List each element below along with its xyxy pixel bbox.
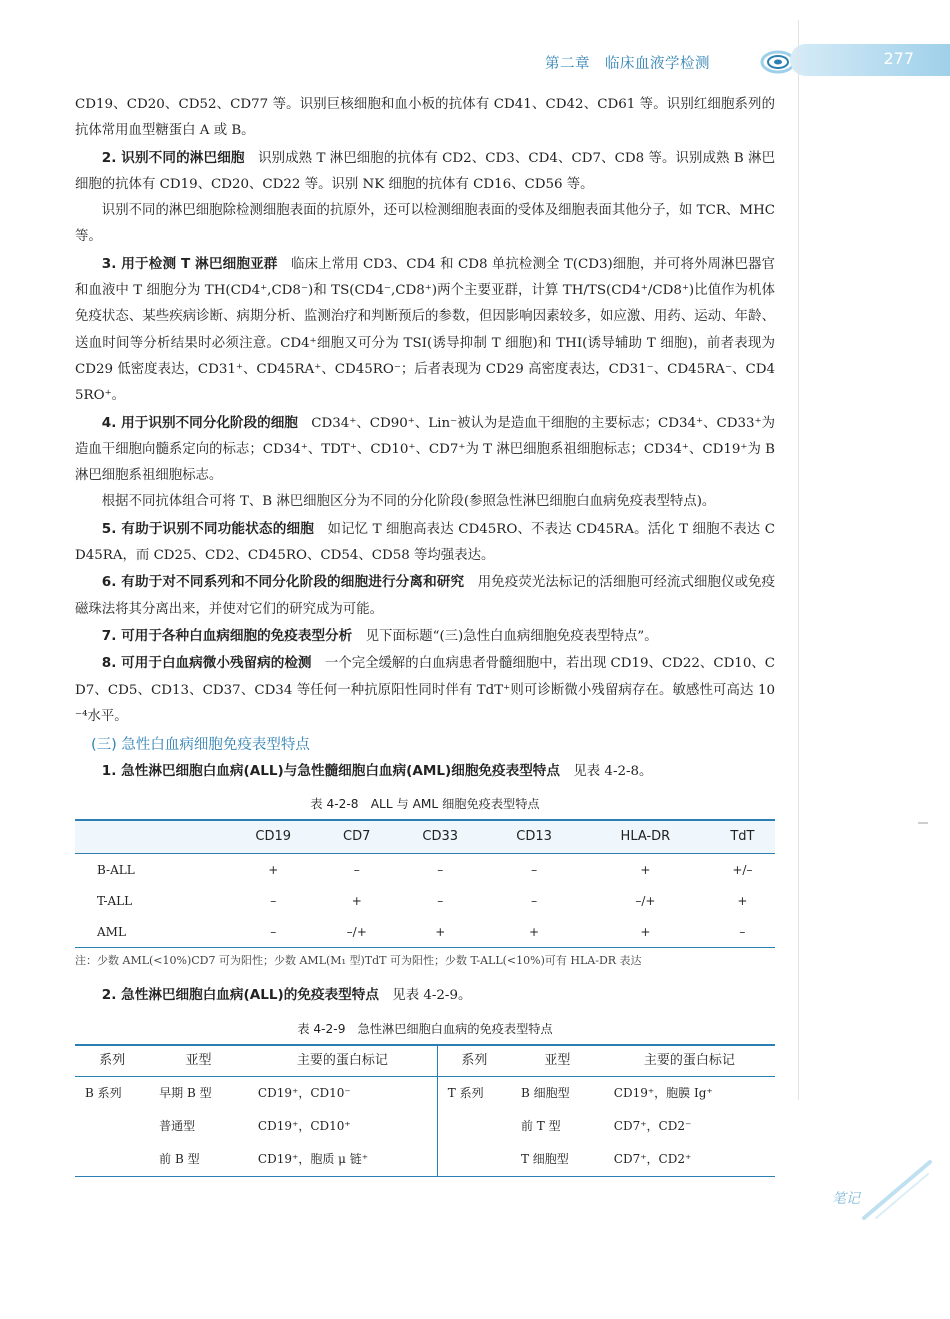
- table-cell: [75, 1143, 149, 1177]
- table-cell: –: [531, 862, 538, 877]
- table-header-cell: 主要的蛋白标记: [604, 1045, 775, 1077]
- pen-stroke-icon: [862, 1160, 932, 1220]
- page-number-tab: [790, 44, 950, 76]
- table-header-cell: 亚型: [511, 1045, 604, 1077]
- table-cell: CD19⁺，胞质 μ 链⁺: [248, 1143, 437, 1177]
- row-label: T-ALL: [97, 893, 133, 908]
- paragraph-t-subsets: 3. 用于检测 T 淋巴细胞亚群 临床上常用 CD3、CD4 和 CD8 单抗检测全 T(CD3)细胞，并可将外周淋巴器官和血液中 T 细胞分为 TH(CD4⁺,CD8⁻)和 TS(CD4⁻,CD8⁺)两个主要亚群，计算 TH/TS(CD4⁺/CD8⁺)比值作为机体免疫状态、某些疾病诊断、病期分析、监测治疗和判断预后的参数，但因影响因素较多，如应激、用药、运动、年龄、送血时间等分析结果时必须注意。CD4⁺细胞又可分为 TSI(诱导抑制 T 细胞)和 THI(诱导辅助 T 细胞)，前者表现为 CD29 低密度表达，CD31⁺、CD45RA⁺、CD45RO⁻；后者表现为 CD29 高密度表达，CD31⁻、CD45RA⁻、CD45RO⁺。: [75, 255, 776, 404]
- table-cell: CD7⁺，CD2⁺: [604, 1143, 775, 1177]
- row-label: B-ALL: [97, 862, 135, 877]
- table-cell: +: [393, 916, 487, 948]
- table-cell: B 细胞型: [520, 1086, 570, 1101]
- table-header-cell: 系列: [437, 1045, 511, 1077]
- all-subtype-table: [75, 1044, 775, 1177]
- table-cell: CD19⁺，CD10⁺: [248, 1110, 437, 1143]
- table-cell: CD19⁺，胞膜 Ig⁺: [613, 1086, 713, 1101]
- table-cell: +/–: [732, 862, 753, 877]
- table-row: [75, 1076, 775, 1110]
- table-header-row: [75, 1045, 775, 1077]
- table-cell: +: [581, 916, 710, 948]
- table-cell: +: [487, 916, 581, 948]
- margin-mark: [918, 822, 928, 824]
- table-cell: +: [737, 893, 748, 908]
- chapter-title: 第二章 临床血液学检测: [545, 56, 710, 72]
- table-header-cell: HLA-DR: [581, 820, 710, 854]
- paragraph-differentiation-stages: 4. 用于识别不同分化阶段的细胞 CD34⁺、CD90⁺、Lin⁻被认为是造血干细胞的主要标志；CD34⁺、CD33⁺为造血干细胞向髓系定向的标志；CD34⁺、TDT⁺、CD10⁺、CD7⁺为 T 淋巴细胞系祖细胞标志；CD34⁺、CD19⁺为 B 淋巴细胞系祖细胞标志。: [75, 414, 775, 484]
- table-header-cell: CD13: [487, 820, 581, 854]
- table-row: [75, 1110, 775, 1143]
- paragraph-functional-states: 5. 有助于识别不同功能状态的细胞 如记忆 T 细胞高表达 CD45RO、不表达 CD45RA。活化 T 细胞不表达 CD45RA，而 CD25、CD2、CD45RO、CD54、CD58 等均强表达。: [75, 520, 775, 564]
- table-cell: –/+: [635, 893, 656, 908]
- paragraph-identify-lymphocytes: 2. 识别不同的淋巴细胞 识别成熟 T 淋巴细胞的抗体有 CD2、CD3、CD4、CD7、CD8 等。识别成熟 B 淋巴细胞的抗体有 CD19、CD20、CD22 等。识别 NK 细胞的抗体有 CD16、CD56 等。: [75, 149, 775, 192]
- table-header-cell: [75, 820, 226, 854]
- table-header-cell: 主要的蛋白标记: [248, 1045, 437, 1077]
- page-header: [0, 44, 950, 84]
- table-header-cell: 亚型: [149, 1045, 248, 1077]
- table-header-cell: CD33: [393, 820, 487, 854]
- table-cell: CD7⁺，CD2⁻: [613, 1119, 692, 1134]
- page-edge-divider: [798, 20, 799, 1100]
- table-cell: CD19⁺，CD10⁻: [248, 1076, 437, 1110]
- table-header-cell: CD7: [320, 820, 393, 854]
- item-all-vs-aml: 1. 急性淋巴细胞白血病(ALL)与急性髓细胞白血病(AML)细胞免疫表型特点 见表 4-2-8。: [101, 763, 653, 780]
- table-row: [75, 916, 775, 948]
- table-cell: T 系列: [447, 1086, 484, 1101]
- table-cell: –: [270, 893, 277, 908]
- table-header-cell: TdT: [710, 820, 775, 854]
- section-title: (三) 急性白血病细胞免疫表型特点: [91, 737, 310, 754]
- table-cell: –: [226, 916, 320, 948]
- table-cell: –: [437, 862, 444, 877]
- table-cell: 早期 B 型: [159, 1086, 212, 1101]
- page-number: 277: [883, 49, 914, 68]
- table-caption: 表 4-2-8 ALL 与 AML 细胞免疫表型特点: [310, 797, 540, 812]
- paragraph-antibody-combination: 根据不同抗体组合可将 T、B 淋巴细胞区分为不同的分化阶段(参照急性淋巴细胞白血病免疫表型特点)。: [101, 494, 716, 510]
- table-cell: 前 T 型: [520, 1119, 561, 1134]
- table-cell: –: [710, 916, 775, 948]
- table-cell: –: [353, 862, 360, 877]
- paragraph-continued: CD19、CD20、CD52、CD77 等。识别巨核细胞和血小板的抗体有 CD41、CD42、CD61 等。识别红细胞系列的抗体常用血型糖蛋白 A 或 B。: [75, 97, 775, 139]
- table-cell: T 细胞型: [511, 1143, 604, 1177]
- table-cell: B 系列: [85, 1086, 122, 1101]
- table-cell: [437, 1143, 511, 1177]
- table-header-cell: CD19: [226, 820, 320, 854]
- table-cell: [437, 1110, 511, 1143]
- paragraph-minimal-residual: 8. 可用于白血病微小残留病的检测 一个完全缓解的白血病患者骨髓细胞中，若出现 CD19、CD22、CD10、CD7、CD5、CD13、CD37、CD34 等任何一种抗原阳性同时伴有 TdT⁺则可诊断微小残留病存在。敏感性可高达 10⁻⁴水平。: [75, 655, 775, 724]
- table-header-cell: 系列: [75, 1045, 149, 1077]
- row-label: AML: [75, 916, 226, 948]
- table-cell: 普通型: [159, 1119, 196, 1134]
- notes-margin-label: 笔记: [832, 1191, 860, 1207]
- paragraph-leukemia-immunophenotype: 7. 可用于各种白血病细胞的免疫表型分析 见下面标题“(三)急性白血病细胞免疫表型特点”。: [101, 627, 658, 644]
- table-cell: –: [531, 893, 538, 908]
- table-caption: 表 4-2-9 急性淋巴细胞白血病的免疫表型特点: [297, 1021, 553, 1036]
- table-row: [75, 885, 775, 916]
- table-cell: +: [268, 862, 279, 877]
- item-all-immunophenotype: 2. 急性淋巴细胞白血病(ALL)的免疫表型特点 见表 4-2-9。: [101, 987, 472, 1004]
- table-cell: –: [437, 893, 444, 908]
- table-cell: –/+: [320, 916, 393, 948]
- table-footnote: 注：少数 AML(<10%)CD7 可为阳性；少数 AML(M₁ 型)TdT 可为阳性；少数 T-ALL(<10%)可有 HLA-DR 表达: [75, 954, 642, 968]
- page-content: [75, 92, 775, 1177]
- table-row: [75, 854, 775, 886]
- paragraph-surface-receptors: 识别不同的淋巴细胞除检测细胞表面的抗原外，还可以检测细胞表面的受体及细胞表面其他分子，如 TCR、MHC 等。: [75, 203, 775, 245]
- table-cell: 前 B 型: [149, 1143, 248, 1177]
- table-cell: +: [351, 893, 362, 908]
- table-header-row: [75, 820, 775, 854]
- table-row: [75, 1143, 775, 1177]
- table-cell: [75, 1110, 149, 1143]
- paragraph-cell-separation: 6. 有助于对不同系列和不同分化阶段的细胞进行分离和研究 用免疫荧光法标记的活细胞可经流式细胞仪或免疫磁珠法将其分离出来，并使对它们的研究成为可能。: [75, 574, 776, 617]
- immunophenotype-table: [75, 819, 775, 948]
- table-cell: +: [640, 862, 651, 877]
